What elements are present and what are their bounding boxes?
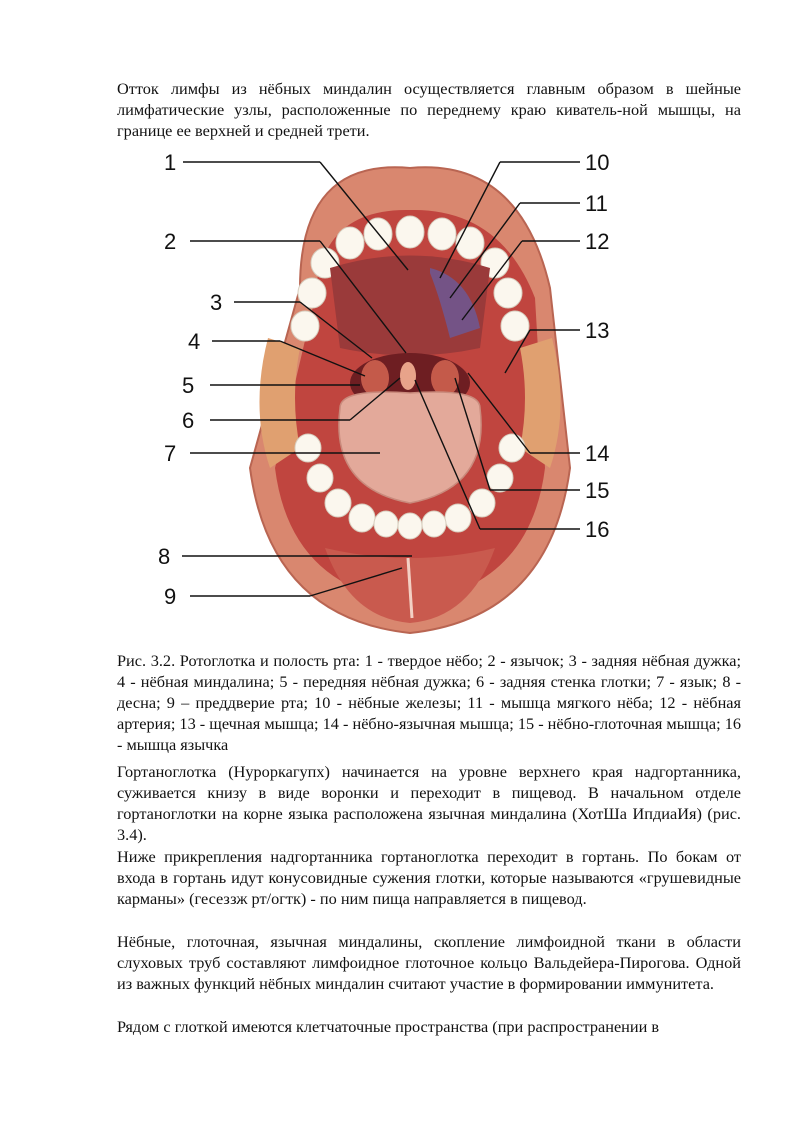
label-1: 1 <box>164 150 177 175</box>
oral-cavity-figure <box>150 148 660 648</box>
label-15: 15 <box>585 478 610 503</box>
label-4: 4 <box>188 329 201 354</box>
paragraph-cellular-spaces: Рядом с глоткой имеются клетчаточные пространства (при распространении в <box>117 1017 660 1036</box>
label-11: 11 <box>585 191 608 216</box>
label-5: 5 <box>182 373 195 398</box>
label-8: 8 <box>158 544 171 569</box>
label-6: 6 <box>182 408 195 433</box>
label-14: 14 <box>585 441 610 466</box>
label-12: 12 <box>585 229 610 254</box>
label-2: 2 <box>164 229 177 254</box>
label-10: 10 <box>585 150 610 175</box>
label-3: 3 <box>210 290 223 315</box>
figure-caption: Рис. 3.2. Ротоглотка и полость рта: 1 - твердое нёбо; 2 - язычок; 3 - задняя нёбная дужка; 4 - нёбная миндалина; 5 - передняя нёбная дужка; 6 - задняя стенка глотки; 7 - язык; 8 - десна; 9 – преддверие рта; 10 - нёбные железы; 11 - мышца мягкого нёба; 12 - нёбная артерия; 13 - щечная мышца; 14 - нёбно-язычная мышца; 15 - нёбно-глоточная мышца; 16 - мышца язычка <box>117 651 741 754</box>
label-13: 13 <box>585 318 610 343</box>
label-9: 9 <box>164 584 177 609</box>
label-16: 16 <box>585 517 610 542</box>
label-7: 7 <box>164 441 177 466</box>
mouth-illustration <box>250 167 570 633</box>
intro-paragraph: Отток лимфы из нёбных миндалин осуществляется главным образом в шейные лимфатические узлы, расположенные по переднему краю киватель-ной мышцы, на границе ее верхней и средней трети. <box>117 79 741 140</box>
paragraph-hypopharynx: Гортаноглотка (Нуроркагупх) начинается на уровне верхнего края надгортанника, суживается книзу в виде воронки и переходит в пищевод. В начальном отделе гортаноглотки на корне языка расположена язычная миндалина (ХотШа ИпдиаИя) (рис. 3.4). <box>117 762 741 844</box>
paragraph-piriform-sinus: Ниже прикрепления надгортанника гортаноглотка переходит в гортань. По бокам от входа в гортань идут конусовидные сужения глотки, которые называются «грушевидные карманы» (гесеззж рт/огтк) - по ним пища направляется в пищевод. <box>117 847 741 908</box>
paragraph-lymphoid-ring: Нёбные, глоточная, язычная миндалины, скопление лимфоидной ткани в области слуховых труб составляют лимфоидное глоточное кольцо Вальдейера-Пирогова. Одной из важных функций нёбных миндалин считают участие в формировании иммунитета. <box>117 932 741 993</box>
